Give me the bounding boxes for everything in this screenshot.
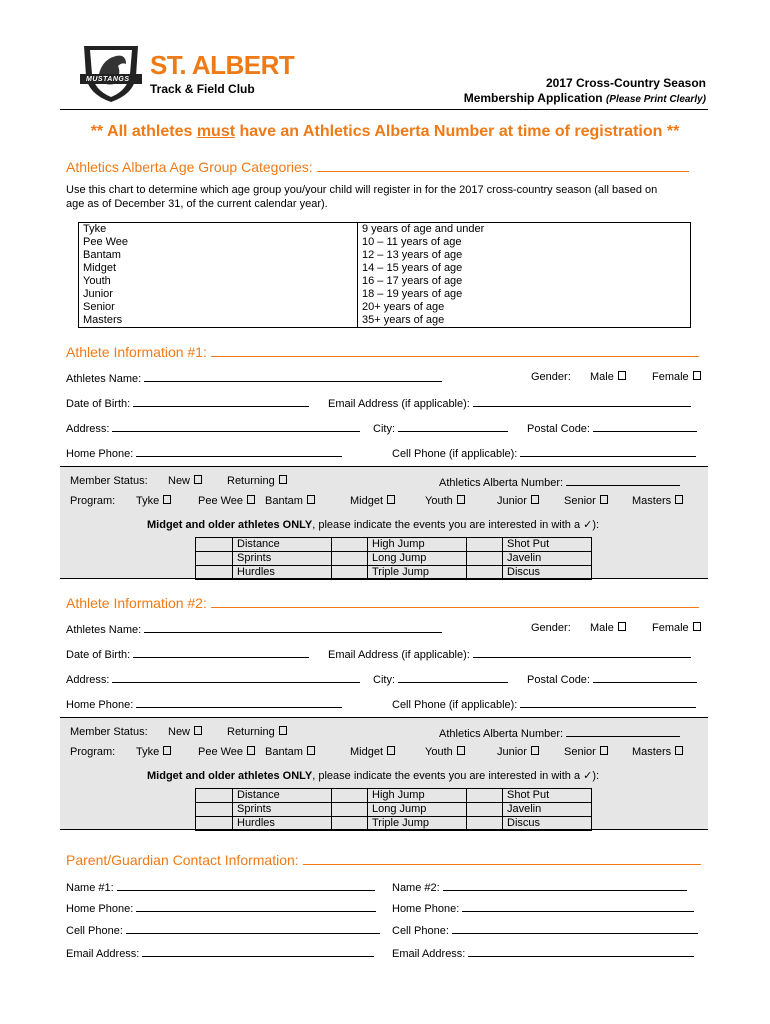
athlete2-event-check[interactable] <box>196 789 233 803</box>
athlete2-program-label: Program: <box>70 746 116 758</box>
athlete2-aa-number-label: Athletics Alberta Number: <box>439 728 564 740</box>
age-group-range: 12 – 13 years of age <box>362 249 463 261</box>
athlete2-event-name: Long Jump <box>368 803 467 817</box>
age-group-range: 14 – 15 years of age <box>362 262 463 274</box>
parent-name2-label: Name #2: <box>392 882 440 894</box>
athlete2-dob-field[interactable] <box>66 647 309 661</box>
athlete1-program-1-checkbox[interactable] <box>247 495 255 504</box>
athlete2-program-youth[interactable] <box>425 746 453 758</box>
athlete2-program-3-checkbox[interactable] <box>387 746 395 755</box>
athlete2-program-7-checkbox[interactable] <box>675 746 683 755</box>
athlete2-program-0-checkbox[interactable] <box>163 746 171 755</box>
age-group-title-text: Athletics Alberta Age Group Categories: <box>66 159 313 175</box>
age-group-range: 20+ years of age <box>362 301 445 313</box>
athlete1-new-checkbox[interactable] <box>194 475 202 484</box>
athlete1-cell-label: Cell Phone (if applicable): <box>392 448 518 460</box>
athlete1-address-label: Address: <box>66 423 110 435</box>
athlete1-program-junior[interactable] <box>497 495 527 507</box>
athlete2-program-4-checkbox[interactable] <box>457 746 465 755</box>
athlete2-male-label: Male <box>590 622 614 634</box>
athlete2-event-name: Distance <box>233 789 332 803</box>
parent-cell-phone2-label: Cell Phone: <box>392 925 449 937</box>
athlete1-program-6-label: Senior <box>564 495 596 507</box>
athlete1-status-new[interactable] <box>168 475 190 487</box>
athlete1-program-6-checkbox[interactable] <box>600 495 608 504</box>
age-group-range: 35+ years of age <box>362 314 445 326</box>
athlete1-program-masters[interactable] <box>632 495 671 507</box>
athlete2-events-note <box>147 769 599 782</box>
athlete1-city-label: City: <box>373 423 395 435</box>
athlete2-events-row <box>196 803 592 817</box>
athlete1-event-check[interactable] <box>332 538 368 552</box>
athlete2-program-5-checkbox[interactable] <box>531 746 539 755</box>
athlete2-events-note-bold: Midget and older athletes ONLY <box>147 770 313 782</box>
age-group-name: Tyke <box>83 223 107 235</box>
athlete2-female-checkbox[interactable] <box>693 622 701 631</box>
athlete1-title <box>66 344 699 360</box>
athlete2-event-name: Hurdles <box>233 817 332 831</box>
athlete1-event-check[interactable] <box>467 538 503 552</box>
athlete1-events-row <box>196 538 592 552</box>
athlete1-gender-female[interactable] <box>652 371 689 383</box>
athlete2-program-senior[interactable] <box>564 746 596 758</box>
athlete1-program-7-checkbox[interactable] <box>675 495 683 504</box>
athlete2-event-check[interactable] <box>332 789 368 803</box>
athlete1-name-label: Athletes Name: <box>66 373 142 385</box>
athlete2-returning-checkbox[interactable] <box>279 726 287 735</box>
athlete1-gender-label: Gender: <box>531 371 571 383</box>
athlete2-returning-label: Returning <box>227 726 275 738</box>
age-group-table <box>78 222 691 328</box>
athlete1-aa-number-label: Athletics Alberta Number: <box>439 477 564 489</box>
athlete1-program-5-checkbox[interactable] <box>531 495 539 504</box>
athlete2-event-check[interactable] <box>332 803 368 817</box>
parent-cell-phone2[interactable] <box>392 923 698 937</box>
parent-home-phone2-label: Home Phone: <box>392 903 460 915</box>
athlete1-program-0-checkbox[interactable] <box>163 495 171 504</box>
athlete2-event-name: Shot Put <box>503 789 592 803</box>
age-group-name: Midget <box>83 262 117 274</box>
athlete1-home-phone-label: Home Phone: <box>66 448 134 460</box>
parent-home-phone2[interactable] <box>392 901 694 915</box>
athlete2-status-label: Member Status: <box>70 726 148 738</box>
age-group-range: 9 years of age and under <box>362 223 485 235</box>
athlete2-events-row <box>196 789 592 803</box>
athlete2-new-label: New <box>168 726 191 738</box>
registration-notice <box>0 123 770 141</box>
age-group-name: Pee Wee <box>83 236 129 248</box>
athlete1-event-check[interactable] <box>196 538 233 552</box>
athlete2-address-field[interactable] <box>66 672 360 686</box>
club-logo <box>76 40 146 104</box>
athlete2-event-name: Discus <box>503 817 592 831</box>
athlete2-address-label: Address: <box>66 674 110 686</box>
athlete1-event-check[interactable] <box>332 552 368 566</box>
athlete1-email-label: Email Address (if applicable): <box>328 398 470 410</box>
athlete1-status-returning[interactable] <box>227 475 275 487</box>
age-group-ages <box>358 223 691 328</box>
athlete1-event-check[interactable] <box>467 552 503 566</box>
athlete1-title-text: Athlete Information #1: <box>66 344 207 360</box>
athlete1-name-field[interactable] <box>66 371 442 385</box>
parent-cell-phone1[interactable] <box>66 923 380 937</box>
mustang-shield-icon <box>76 40 146 104</box>
parent-cell-phone1-label: Cell Phone: <box>66 925 123 937</box>
notice-pre: ** All athletes <box>90 123 197 140</box>
athlete2-program-6-checkbox[interactable] <box>600 746 608 755</box>
athlete1-city-field[interactable] <box>373 421 508 435</box>
athlete1-male-checkbox[interactable] <box>618 371 626 380</box>
athlete1-program-5-label: Junior <box>497 495 527 507</box>
athlete2-program-0-label: Tyke <box>136 746 160 758</box>
athlete2-program-3-label: Midget <box>350 746 384 758</box>
athlete2-gender-label: Gender: <box>531 622 571 634</box>
athlete1-male-label: Male <box>590 371 614 383</box>
athlete1-status-label: Member Status: <box>70 475 148 487</box>
athlete2-program-2-label: Bantam <box>265 746 303 758</box>
athlete2-cell-label: Cell Phone (if applicable): <box>392 699 518 711</box>
season-title: 2017 Cross-Country Season <box>545 76 706 90</box>
athlete1-events-note <box>147 518 599 531</box>
athlete2-program-1-label: Pee Wee <box>198 746 244 758</box>
athlete1-gender-male[interactable] <box>590 371 614 383</box>
athlete1-events-table <box>195 537 592 580</box>
athlete1-program-4-checkbox[interactable] <box>457 495 465 504</box>
athlete2-event-name: Javelin <box>503 803 592 817</box>
age-group-name: Masters <box>83 314 123 326</box>
parent-name1-label: Name #1: <box>66 882 114 894</box>
athlete2-dob-label: Date of Birth: <box>66 649 131 661</box>
athlete1-program-2-label: Bantam <box>265 495 303 507</box>
athlete2-home-phone-label: Home Phone: <box>66 699 134 711</box>
athlete2-event-name: High Jump <box>368 789 467 803</box>
athlete2-female-label: Female <box>652 622 689 634</box>
athlete2-program-masters[interactable] <box>632 746 671 758</box>
athlete2-city-label: City: <box>373 674 395 686</box>
form-title-note: (Please Print Clearly) <box>605 94 706 105</box>
athlete1-female-label: Female <box>652 371 689 383</box>
notice-must: must <box>196 123 236 140</box>
athlete2-name-label: Athletes Name: <box>66 624 142 636</box>
athlete2-events-table <box>195 788 592 831</box>
parent-email1-label: Email Address: <box>66 948 140 960</box>
athlete2-program-pee-wee[interactable] <box>198 746 243 758</box>
age-group-name: Senior <box>83 301 115 313</box>
athlete2-new-checkbox[interactable] <box>194 726 202 735</box>
parent-email2-label: Email Address: <box>392 948 466 960</box>
form-title <box>464 91 706 105</box>
athlete1-dob-field[interactable] <box>66 396 309 410</box>
athlete1-events-note-bold: Midget and older athletes ONLY <box>147 519 313 531</box>
athlete2-city-field[interactable] <box>373 672 508 686</box>
form-title-text: Membership Application <box>463 91 603 105</box>
age-group-intro-2: age as of December 31, of the current calendar year). <box>66 198 328 210</box>
parent-email2[interactable] <box>392 946 694 960</box>
age-group-range: 18 – 19 years of age <box>362 288 463 300</box>
athlete1-events-row <box>196 552 592 566</box>
athlete2-program-1-checkbox[interactable] <box>247 746 255 755</box>
athlete2-program-4-label: Youth <box>425 746 453 758</box>
athlete2-postal-label: Postal Code: <box>527 674 590 686</box>
athlete1-dob-label: Date of Birth: <box>66 398 131 410</box>
athlete2-name-field[interactable] <box>66 622 442 636</box>
athlete2-email-label: Email Address (if applicable): <box>328 649 470 661</box>
athlete2-program-7-label: Masters <box>632 746 672 758</box>
athlete1-program-0-label: Tyke <box>136 495 160 507</box>
athlete2-email-field[interactable] <box>328 647 691 661</box>
athlete1-returning-checkbox[interactable] <box>279 475 287 484</box>
athlete1-program-pee-wee[interactable] <box>198 495 243 507</box>
athlete1-event-name: Discus <box>503 566 592 580</box>
athlete1-program-2-checkbox[interactable] <box>307 495 315 504</box>
athlete2-aa-number-field[interactable] <box>439 726 680 740</box>
parent-email1[interactable] <box>66 946 374 960</box>
club-name: ST. ALBERT <box>150 50 295 80</box>
athlete1-event-name: Distance <box>233 538 332 552</box>
athlete1-program-midget[interactable] <box>350 495 383 507</box>
athlete1-program-youth[interactable] <box>425 495 453 507</box>
athlete1-program-1-label: Pee Wee <box>198 495 244 507</box>
athlete1-event-name: Triple Jump <box>368 566 467 580</box>
athlete2-title <box>66 595 699 611</box>
age-group-range: 10 – 11 years of age <box>362 236 462 248</box>
athlete1-aa-number-field[interactable] <box>439 475 680 489</box>
athlete2-gender-female[interactable] <box>652 622 689 634</box>
club-subtitle: Track & Field Club <box>150 82 255 96</box>
parent-name2[interactable] <box>392 880 687 894</box>
athlete1-new-label: New <box>168 475 191 487</box>
athlete2-event-name: Sprints <box>233 803 332 817</box>
athlete2-status-returning[interactable] <box>227 726 275 738</box>
athlete1-event-name: Shot Put <box>503 538 592 552</box>
athlete2-program-bantam[interactable] <box>265 746 303 758</box>
athlete2-event-name: Triple Jump <box>368 817 467 831</box>
athlete2-program-junior[interactable] <box>497 746 527 758</box>
age-group-range: 16 – 17 years of age <box>362 275 463 287</box>
athlete1-female-checkbox[interactable] <box>693 371 701 380</box>
athlete2-home-phone-field[interactable] <box>66 697 342 711</box>
athlete1-postal-field[interactable] <box>527 421 697 435</box>
athlete1-events-note-rest: , please indicate the events you are interested in with a ✓): <box>312 519 600 531</box>
athlete2-program-6-label: Senior <box>564 746 596 758</box>
age-group-title <box>66 159 689 175</box>
age-group-names <box>79 223 358 328</box>
parent-title-text: Parent/Guardian Contact Information: <box>66 852 299 868</box>
athlete1-cell-field[interactable] <box>392 446 696 460</box>
athlete1-event-name: High Jump <box>368 538 467 552</box>
athlete1-home-phone-field[interactable] <box>66 446 342 460</box>
athlete1-program-tyke[interactable] <box>136 495 159 507</box>
athlete2-event-check[interactable] <box>467 789 503 803</box>
parent-title <box>66 852 701 868</box>
athlete1-program-3-checkbox[interactable] <box>387 495 395 504</box>
athlete1-event-name: Long Jump <box>368 552 467 566</box>
athlete2-program-5-label: Junior <box>497 746 527 758</box>
notice-post: have an Athletics Alberta Number at time of registration ** <box>235 123 680 140</box>
age-group-name: Junior <box>83 288 113 300</box>
athlete2-postal-field[interactable] <box>527 672 697 686</box>
parent-home-phone1-label: Home Phone: <box>66 903 134 915</box>
age-group-name: Bantam <box>83 249 121 261</box>
age-group-intro-1: Use this chart to determine which age group you/your child will register in for the 2017 cross-country season (all based on <box>66 184 658 196</box>
athlete2-event-check[interactable] <box>196 803 233 817</box>
athlete1-program-3-label: Midget <box>350 495 384 507</box>
athlete2-program-2-checkbox[interactable] <box>307 746 315 755</box>
athlete2-events-note-rest: , please indicate the events you are interested in with a ✓): <box>312 770 600 782</box>
athlete1-program-label: Program: <box>70 495 116 507</box>
athlete1-program-bantam[interactable] <box>265 495 303 507</box>
age-group-name: Youth <box>83 275 111 287</box>
athlete2-cell-field[interactable] <box>392 697 696 711</box>
parent-name1[interactable] <box>66 880 375 894</box>
athlete1-program-7-label: Masters <box>632 495 672 507</box>
athlete1-postal-label: Postal Code: <box>527 423 590 435</box>
athlete1-email-field[interactable] <box>328 396 691 410</box>
athlete1-returning-label: Returning <box>227 475 275 487</box>
athlete2-program-tyke[interactable] <box>136 746 159 758</box>
athlete2-program-midget[interactable] <box>350 746 383 758</box>
athlete2-male-checkbox[interactable] <box>618 622 626 631</box>
parent-home-phone1[interactable] <box>66 901 376 915</box>
logo-text: MUSTANGS <box>86 76 130 83</box>
athlete1-program-senior[interactable] <box>564 495 596 507</box>
athlete2-gender-male[interactable] <box>590 622 614 634</box>
athlete1-program-4-label: Youth <box>425 495 453 507</box>
athlete2-title-text: Athlete Information #2: <box>66 595 207 611</box>
athlete1-address-field[interactable] <box>66 421 360 435</box>
athlete1-event-check[interactable] <box>196 552 233 566</box>
athlete2-status-new[interactable] <box>168 726 190 738</box>
athlete1-event-name: Javelin <box>503 552 592 566</box>
athlete1-event-name: Sprints <box>233 552 332 566</box>
athlete1-event-name: Hurdles <box>233 566 332 580</box>
athlete2-event-check[interactable] <box>467 803 503 817</box>
